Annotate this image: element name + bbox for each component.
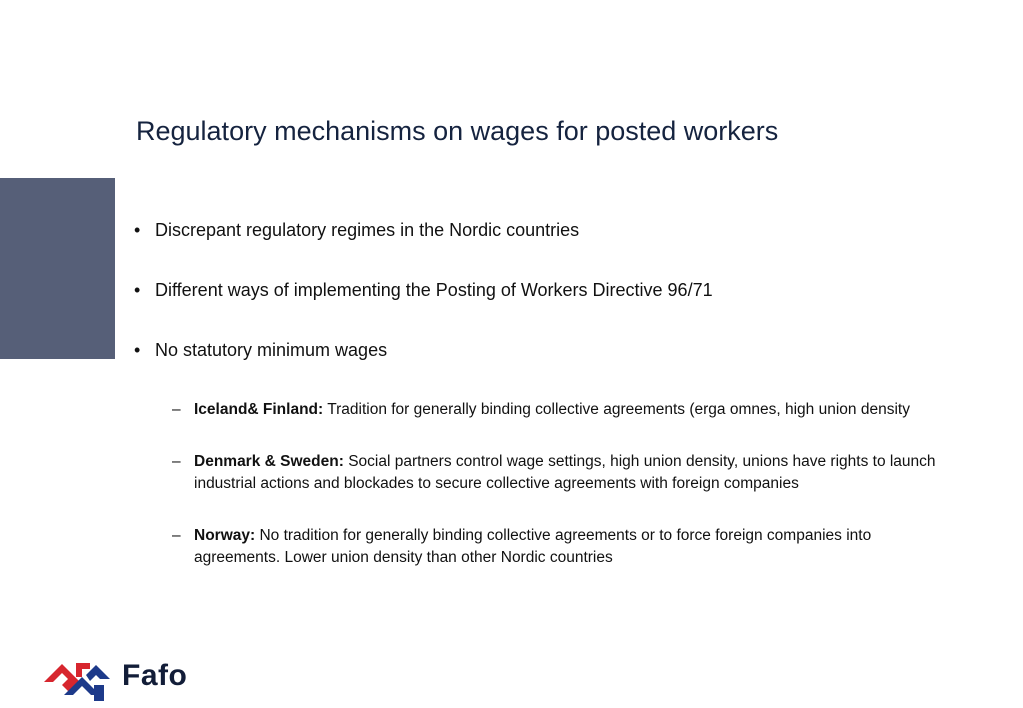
bullet-text: Discrepant regulatory regimes in the Nordic countries (155, 220, 580, 240)
sub-bullet-text: Tradition for generally binding collective agreements (erga omnes, high union density (323, 401, 910, 418)
sub-bullet-item (172, 451, 942, 495)
sub-bullet-marker: – (172, 453, 181, 470)
sub-bullet-label: Denmark & Sweden: (194, 453, 344, 470)
bullet-marker: • (134, 220, 141, 240)
sub-bullet-text: Social partners control wage settings, high union density, unions have rights to launch industrial actions and blockades to secure collective agreements with foreign companies (194, 453, 936, 492)
sub-bullet-item (172, 525, 942, 569)
fafo-logo (42, 655, 202, 705)
bullet-item (134, 218, 934, 242)
sub-bullet-marker: – (172, 527, 181, 544)
sub-bullet-body (194, 525, 942, 569)
bullet-marker: • (134, 340, 141, 360)
sub-bullet-label: Norway: (194, 527, 256, 544)
side-accent-block (0, 178, 115, 359)
sub-bullet-text: No tradition for generally binding collective agreements or to force foreign companies into agreements. Lower union density than other Nordic countries (194, 527, 872, 566)
bullet-text: Different ways of implementing the Posting of Workers Directive 96/71 (155, 280, 713, 300)
sub-bullet-list (172, 399, 942, 569)
bullet-list (134, 218, 934, 398)
fafo-logo-mark-icon (42, 655, 114, 703)
bullet-item (134, 278, 934, 302)
bullet-text: No statutory minimum wages (155, 340, 388, 360)
sub-bullet-marker: – (172, 401, 181, 418)
slide-title: Regulatory mechanisms on wages for posted workers (136, 116, 779, 146)
bullet-item (134, 338, 934, 362)
logo-text: Fafo (122, 659, 188, 692)
sub-bullet-body (194, 451, 942, 495)
sub-bullet-body (194, 399, 942, 421)
sub-bullet-label: Iceland& Finland: (194, 401, 324, 418)
sub-bullet-item (172, 399, 942, 421)
bullet-marker: • (134, 280, 141, 300)
